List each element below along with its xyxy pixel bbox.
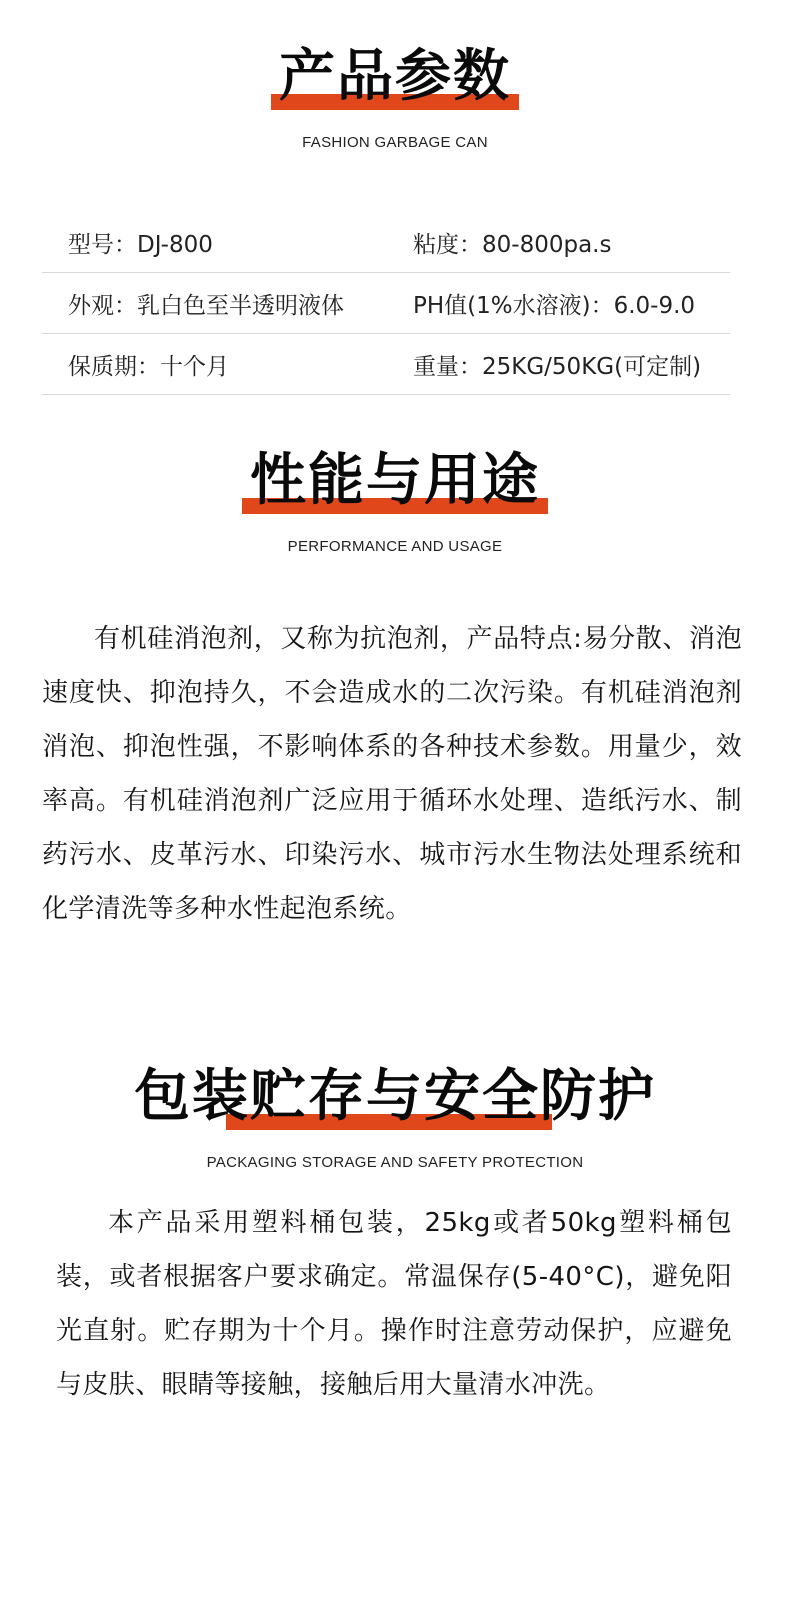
param-row	[42, 334, 730, 395]
storage-paragraph: 本产品采用塑料桶包装，25kg或者50kg塑料桶包装，或者根据客户要求确定。常温保存(5-40°C)，避免阳光直射。贮存期为十个月。操作时注意劳动保护，应避免与皮肤、眼睛等接触，接触后用大量清水冲洗。	[56, 1208, 732, 1400]
storage-title: 包装贮存与安全防护	[134, 1064, 656, 1129]
params-title: 产品参数	[279, 44, 511, 109]
param-viscosity: 粘度：80-800pa.s	[413, 231, 612, 258]
param-row	[42, 273, 730, 334]
params-header	[0, 44, 790, 151]
usage-paragraph: 有机硅消泡剂，又称为抗泡剂，产品特点:易分散、消泡速度快、抑泡持久，不会造成水的二次污染。有机硅消泡剂消泡、抑泡性强，不影响体系的各种技术参数。用量少，效率高。有机硅消泡剂广泛应用于循环水处理、造纸污水、制药污水、皮革污水、印染污水、城市污水生物法处理系统和化学清洗等多种水性起泡系统。	[42, 624, 742, 924]
params-subtitle: FASHION GARBAGE CAN	[302, 134, 488, 151]
params-table	[42, 212, 730, 395]
storage-header	[0, 1064, 790, 1171]
usage-title: 性能与用途	[250, 448, 540, 513]
param-weight: 重量：25KG/50KG(可定制)	[413, 353, 702, 380]
storage-title-wrap	[126, 1064, 664, 1130]
param-appearance: 外观：乳白色至半透明液体	[68, 292, 344, 319]
param-row	[42, 212, 730, 273]
param-ph: PH值(1%水溶液)：6.0-9.0	[413, 292, 696, 319]
param-model: 型号：DJ-800	[68, 231, 213, 258]
param-shelf-life: 保质期：十个月	[68, 353, 229, 380]
storage-subtitle: PACKAGING STORAGE AND SAFETY PROTECTION	[206, 1154, 584, 1171]
usage-header	[0, 448, 790, 555]
params-title-wrap	[271, 44, 519, 110]
usage-title-wrap	[242, 448, 548, 514]
usage-subtitle: PERFORMANCE AND USAGE	[287, 538, 503, 555]
